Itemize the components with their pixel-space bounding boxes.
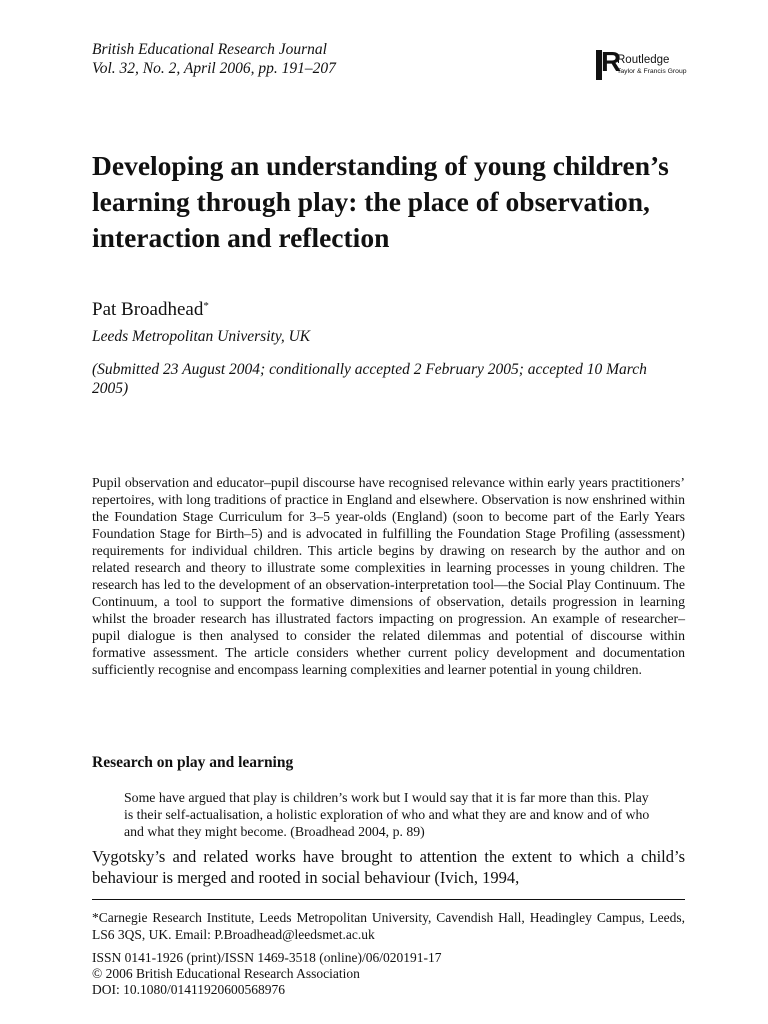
footnote-divider <box>92 899 685 900</box>
journal-header <box>92 40 336 78</box>
journal-volume: Vol. 32, No. 2, April 2006, pp. 191–207 <box>92 60 336 77</box>
author-name: Pat Broadhead <box>92 299 204 320</box>
author-footnote: *Carnegie Research Institute, Leeds Metropolitan University, Cavendish Hall, Headingley Campus, Leeds, LS6 3QS, UK. Email: P.Broadhead@leedsmet.ac.uk <box>92 910 685 942</box>
author-affiliation: Leeds Metropolitan University, UK <box>92 328 311 345</box>
doi: DOI: 10.1080/01411920600568976 <box>92 982 285 997</box>
block-quote: Some have argued that play is children’s work but I would say that it is far more than this. Play is their self-actualisation, a holistic exploration of who and what they are and know and of who and what they might become. (Broadhead 2004, p. 89) <box>124 790 650 839</box>
copyright: © 2006 British Educational Research Association <box>92 966 360 981</box>
publication-meta <box>92 950 441 998</box>
issn: ISSN 0141-1926 (print)/ISSN 1469-3518 (online)/06/020191-17 <box>92 950 442 965</box>
author-line <box>92 299 209 321</box>
submission-dates: (Submitted 23 August 2004; conditionally accepted 2 February 2005; accepted 10 March 2005) <box>92 361 647 397</box>
section-heading: Research on play and learning <box>92 754 294 771</box>
publisher-name: Routledge <box>617 54 670 66</box>
body-paragraph: Vygotsky’s and related works have brought to attention the extent to which a child’s behaviour is merged and rooted in social behaviour (Ivich, 1994, <box>92 847 685 887</box>
author-footnote-mark: * <box>203 300 209 312</box>
article-title: Developing an understanding of young children’s learning through play: the place of observation, interaction and reflection <box>92 150 669 253</box>
publisher-group: Taylor & Francis Group <box>617 67 687 75</box>
journal-name: British Educational Research Journal <box>92 41 327 58</box>
abstract: Pupil observation and educator–pupil discourse have recognised relevance within early years practitioners’ repertoires, with long traditions of practice in England and elsewhere. Observation is now enshrined within the Foundation Stage Curriculum for 3–5 year-olds (England) (soon to become part of the Early Years Foundation Stage for Birth–5) and is advocated in fulfilling the Foundation Stage Profiling (assessment) requirements for individual children. This article begins by drawing on research by the author and on related research and theory to illustrate some complexities in learning processes in young children. The research has led to the development of an observation-interpretation tool—the Social Play Continuum. The Continuum, a tool to support the formative dimensions of observation, details progression in learning whilst the broader research has illustrated factors impacting on progression. An example of researcher–pupil dialogue is then analysed to consider the related dilemmas and potential of discourse within formative assessment. The article considers whether current policy development and documentation sufficiently recognise and encompass learning complexities and learner potential in young children. <box>92 475 685 677</box>
routledge-logo-icon: R <box>596 50 614 80</box>
publisher-logo <box>596 46 687 80</box>
